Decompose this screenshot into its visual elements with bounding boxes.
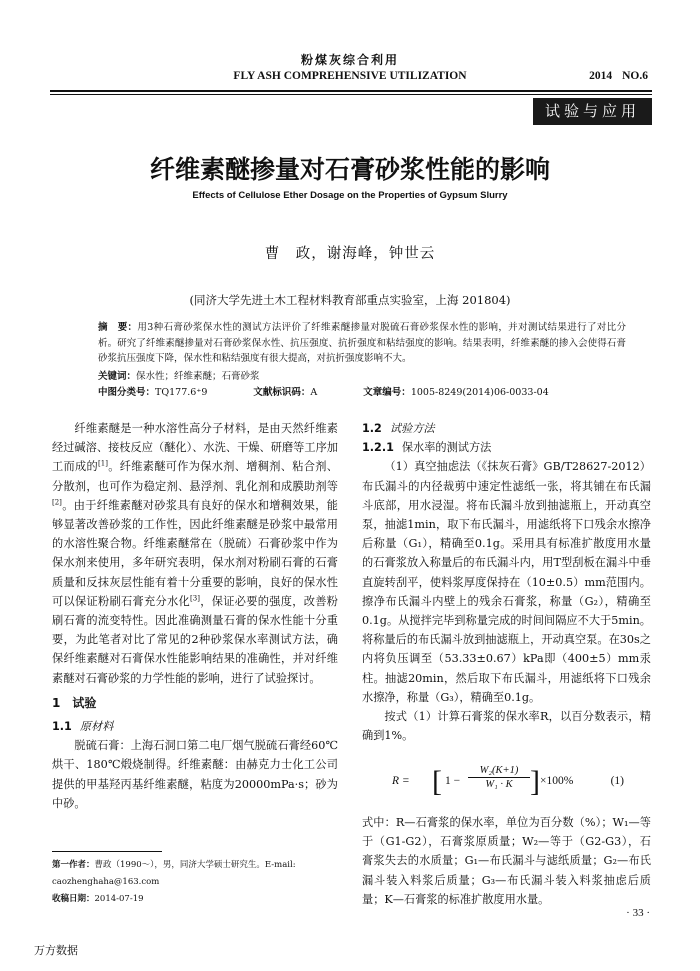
intro-text-a: 纤维素醚是一种水溶性高分子材料，是由天然纤维素经过碱溶、接枝反应（醚化）、水洗、干燥、研磨等工序加工而成的 xyxy=(52,422,338,474)
footnote-email: caozhenghaha@163.com xyxy=(52,877,160,887)
footnote-date-value: 2014-07-19 xyxy=(94,894,144,904)
keywords-text: 保水性；纤维素醚；石膏砂浆 xyxy=(136,371,260,382)
watermark: 万方数据 xyxy=(34,944,78,957)
ref-1: [1] xyxy=(98,459,108,468)
left-column xyxy=(52,419,338,813)
abstract xyxy=(98,320,626,367)
equation-number: (1) xyxy=(610,775,624,787)
intro-text-b: 。纤维素醚可作为保水剂、增稠剂、粘合剂、分散剂，也可作为稳定剂、悬浮剂、乳化剂和成膜助剂等 xyxy=(52,460,338,493)
subsection-number: 1.1 xyxy=(52,720,72,734)
article-title: 纤维素醚掺量对石膏砂浆性能的影响 xyxy=(149,155,550,184)
formula-fraction xyxy=(468,765,530,790)
formula-numerator: W₂(K+1) xyxy=(468,765,530,778)
right-column xyxy=(362,419,651,745)
header-rule-thin xyxy=(50,94,652,95)
subsection-heading-1-1 xyxy=(52,717,338,736)
formula-bracket-right: ] xyxy=(530,765,540,798)
intro-text-d: ，保证必要的强度，改善粉刷石膏的流变特性。因此准确测量石膏的保水性能十分重要，为此笔者对比了常见的2种砂浆保水率测试方法，确保纤维素醚对石膏保水性能影响结果的准确性，并对纤维素醚对石膏砂浆的力学性能的影响，进行了试验探讨。 xyxy=(52,594,338,685)
formula-lhs: R = xyxy=(392,775,410,787)
doccode-value: A xyxy=(310,387,318,398)
subsection-number: 1.2 xyxy=(362,422,382,435)
subsection-number: 1.2.1 xyxy=(362,441,394,455)
section-tag: 试验与应用 xyxy=(533,98,652,125)
footnote-author xyxy=(52,857,338,874)
keywords-label: 关键词： xyxy=(98,371,137,382)
formula-denominator: W₁ · K xyxy=(485,779,513,790)
keywords xyxy=(98,368,626,382)
artno-label: 文章编号： xyxy=(363,387,411,398)
formula-bracket-left: [ xyxy=(432,765,442,798)
subsection-heading-1-2-1 xyxy=(362,438,651,457)
materials-paragraph: 脱硫石膏：上海石洞口第二电厂烟气脱硫石膏经60℃烘干、180℃煅烧制得。纤维素醚：由赫克力士化工公司提供的甲基羟丙基纤维素醚，粘度为20000mPa·s；砂为中砂。 xyxy=(52,739,338,810)
footnote-date-label: 收稿日期： xyxy=(52,894,95,904)
footnote-rule xyxy=(52,851,162,852)
section-heading-1: 1 试验 xyxy=(52,695,97,710)
subsection-title: 试验方法 xyxy=(389,422,435,435)
footnote-date xyxy=(52,891,338,908)
artno-value: 1005-8249(2014)06-0033-04 xyxy=(410,387,549,398)
affiliation: (同济大学先进土木工程材料教育部重点实验室，上海 201804) xyxy=(189,293,511,307)
class-label: 中图分类号： xyxy=(98,387,156,398)
page-number: · 33 · xyxy=(626,907,650,919)
article-title-en: Effects of Cellulose Ether Dosage on the Properties of Gypsum Slurry xyxy=(192,190,508,201)
doccode-label: 文献标识码： xyxy=(253,387,311,398)
footnote-author-label: 第一作者： xyxy=(52,860,95,870)
issue-year: 2014 xyxy=(589,70,613,82)
class-value: TQ177.6⁺9 xyxy=(155,387,208,398)
journal-name-en: FLY ASH COMPREHENSIVE UTILIZATION xyxy=(233,70,467,82)
method-paragraph-2: 按式（1）计算石膏浆的保水率R，以百分数表示，精确到1%。 xyxy=(362,710,651,743)
intro-text-c: 。由于纤维素醚对砂浆具有良好的保水和增稠效果，能够显著改善砂浆的工作性，因此纤维素醚是砂浆中最常用的水溶性聚合物。纤维素醚常在（脱硫）石膏砂浆中作为保水剂来使用，多年研究表明，保水剂对粉刷石膏的石膏质量和反抹灰层性能有着十分重要的影响，良好的保水性可以保证粉刷石膏充分水化 xyxy=(52,498,338,608)
journal-name-cn: 粉煤灰综合利用 xyxy=(300,53,399,67)
ref-3: [3] xyxy=(190,594,200,603)
subsection-title: 保水率的测试方法 xyxy=(401,441,492,455)
definitions-block xyxy=(362,813,651,909)
classification-line xyxy=(98,384,626,398)
subsection-heading-1-2 xyxy=(362,419,651,438)
subsection-title: 原材料 xyxy=(79,720,114,734)
formula-tail: ×100% xyxy=(540,775,574,787)
authors: 曹 政，谢海峰，钟世云 xyxy=(264,246,436,262)
method-paragraph-1: （1）真空抽虑法（《抹灰石膏》GB/T28627-2012）布氏漏斗的内径裁剪中速定性滤纸一张，将其铺在布氏漏斗底部，用水浸湿。将布氏漏斗放到抽滤瓶上，开动真空泵，抽滤1min，取下布氏漏斗，用滤纸将下口残余水擦净后称量（G₁），精确至0.1g。采用具有标准扩散度用水量的石膏浆放入称量后的布氏漏斗内，用T型刮板在漏斗中垂直旋转刮平，使料浆厚度保持在（10±0.5）mm范围内。擦净布氏漏斗内壁上的残余石膏浆，称量（G₂），精确至0.1g。从搅拌完毕到称量完成的时间间隔应不大于5min。将称量后的布氏漏斗放到抽滤瓶上，开动真空泵。在30s之内将负压调至（53.33±0.67）kPa即（400±5）mm汞柱。抽滤20min，然后取下布氏漏斗，用滤纸将下口残余水擦净，称量（G₃），精确至0.1g。 xyxy=(362,460,651,704)
formula-one: 1 − xyxy=(445,775,461,787)
footnote-author-text: 曹政（1990～），男，同济大学硕士研究生。E-mail: xyxy=(94,860,296,870)
equation-1 xyxy=(390,767,652,801)
definitions-paragraph: 式中：R—石膏浆的保水率，单位为百分数（%）；W₁—等于（G1-G2），石膏浆原质量；W₂—等于（G2-G3），石膏浆失去的水质量；G₁—布氏漏斗与滤纸质量；G₂—布氏漏斗装入料浆后质量；G₃—布氏漏斗装入料浆抽虑后质量；K—石膏浆的标准扩散度用水量。 xyxy=(362,816,651,906)
abstract-label: 摘 要： xyxy=(98,322,138,333)
footnote xyxy=(52,857,338,908)
issue-number: NO.6 xyxy=(622,70,648,82)
issue-info xyxy=(589,70,648,82)
abstract-text: 用3种石膏砂浆保水性的测试方法评价了纤维素醚掺量对脱硫石膏砂浆保水性的影响，并对测试结果进行了对比分析。研究了纤维素醚掺量对石膏砂浆保水性、抗压强度、抗折强度和粘结强度的影响。结果表明，纤维素醚的掺入会使得石膏砂浆抗压强度下降，保水性和粘结强度有很大提高，对抗折强度影响不大。 xyxy=(98,322,626,364)
header-rule-thick xyxy=(50,90,652,92)
ref-2: [2] xyxy=(52,498,62,507)
intro-paragraph xyxy=(52,419,338,688)
